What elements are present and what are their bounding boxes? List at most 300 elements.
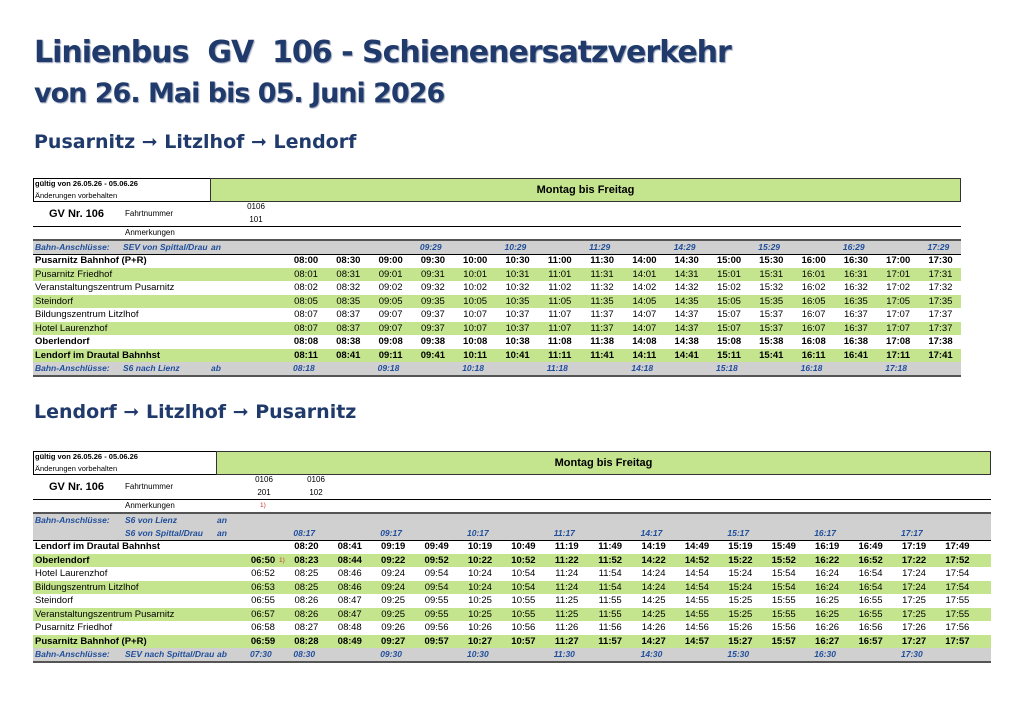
departure-time: 10:56 [511,622,536,633]
departure-time: 10:37 [505,309,530,320]
departure-time: 11:49 [598,541,623,552]
departure-time: 08:07 [294,309,318,320]
stop-name: Pusarnitz Bahnhof (P+R) [35,635,147,647]
departure-time: 16:52 [858,554,883,566]
departure-time: 15:55 [771,595,796,606]
departure-time: 11:08 [547,336,572,347]
departure-time: 10:07 [463,322,488,334]
departure-time: 17:27 [901,635,927,647]
connection-time: 17:29 [927,242,950,252]
departure-time: 16:25 [815,608,840,620]
departure-time: 17:07 [886,322,911,334]
connection-code: an [217,515,227,525]
departure-time: 14:52 [684,554,710,566]
departure-time: 10:37 [505,322,530,334]
departure-time: 15:37 [759,322,784,334]
departure-time: 14:05 [632,295,657,307]
departure-time: 09:08 [378,336,403,347]
departure-time: 11:07 [548,309,572,320]
departure-time: 15:07 [717,309,741,320]
departure-time: 14:08 [632,336,657,347]
stop-name: Bildungszentrum Litzlhof [35,581,139,593]
connection-time: 16:17 [814,528,836,538]
departure-time: 06:57 [251,608,275,620]
departure-time: 09:30 [420,255,446,266]
stop-row [33,608,991,622]
departure-time: 17:02 [886,282,911,293]
departure-time: 17:54 [945,581,970,593]
connection-time: 16:30 [814,649,836,659]
departure-time: 09:35 [421,295,445,307]
departure-time: 11:31 [590,268,614,280]
connection-time: 16:18 [800,363,823,373]
connection-time: 07:30 [250,649,272,659]
stop-name: Steindorf [35,295,74,307]
departure-time: 16:37 [844,322,868,334]
departure-time: 16:32 [844,282,868,293]
departure-time: 15:30 [759,255,784,266]
stop-row [33,295,961,309]
departure-time: 10:25 [468,608,492,620]
trip-number-top: 0106 [247,202,265,211]
departure-time: 09:56 [424,622,449,633]
stop-row [33,281,961,295]
connection-label: Bahn-Anschlüsse: [35,515,110,525]
departure-time: 10:11 [463,349,488,361]
departure-time: 16:41 [843,349,869,361]
departure-time: 16:35 [844,295,868,307]
connection-time: 15:29 [758,242,781,252]
stop-name: Hotel Laurenzhof [35,568,108,579]
departure-time: 09:41 [420,349,446,361]
departure-time: 16:54 [858,568,883,579]
connection-time: 11:17 [553,528,575,538]
departure-time: 09:07 [378,309,403,320]
departure-time: 08:30 [336,255,361,266]
departure-time: 11:22 [554,554,579,566]
departure-time: 10:54 [511,568,536,579]
departure-time: 09:52 [424,554,449,566]
departure-time: 14:25 [641,595,666,606]
departure-time: 08:25 [294,581,319,593]
departure-time: 08:35 [336,295,361,307]
day-label: Montag bis Freitag [210,178,961,202]
departure-time: 09:05 [378,295,403,307]
departure-time: 15:19 [728,541,753,552]
departure-time: 15:52 [771,554,796,566]
connection-time: 11:18 [546,363,568,373]
departure-time: 11:57 [598,635,623,647]
departure-time: 10:57 [511,635,536,647]
departure-time: 08:00 [293,255,319,266]
stop-row [33,540,991,554]
departure-time: 11:35 [590,295,614,307]
departure-time: 11:02 [548,282,572,293]
departure-time: 09:25 [381,595,406,606]
departure-time: 15:54 [771,581,796,593]
departure-time: 17:41 [928,349,953,361]
departure-time: 16:00 [801,255,826,266]
departure-time: 10:19 [467,541,493,552]
stop-row [33,581,991,595]
departure-time: 17:55 [945,595,970,606]
departure-time: 10:08 [463,336,488,347]
departure-time: 09:11 [378,349,403,361]
departure-time: 11:54 [598,581,622,593]
stop-row [33,322,961,336]
connection-time: 15:17 [727,528,750,538]
trip-number-bottom: 201 [257,488,271,497]
departure-time: 14:56 [685,622,709,633]
departure-time: 10:31 [505,268,530,280]
stop-row [33,268,961,282]
departure-time: 10:35 [505,295,530,307]
departure-time: 08:05 [294,295,318,307]
fahrtnummer-label: Fahrtnummer [125,209,174,218]
departure-time: 10:24 [468,581,492,593]
gv-number: GV Nr. 106 [49,208,105,220]
connection-time: 09:17 [380,528,402,538]
departure-time: 17:54 [945,568,970,579]
departure-time: 08:11 [294,349,318,361]
departure-time: 09:00 [378,255,403,266]
departure-time: 09:37 [421,322,445,334]
departure-time: 10:55 [511,608,536,620]
connection-time: 08:30 [293,649,316,659]
departure-time: 15:54 [771,568,796,579]
departure-time: 14:07 [632,322,657,334]
departure-time: 08:47 [337,608,362,620]
departure-time: 14:37 [674,309,699,320]
stop-row [33,635,991,649]
departure-time: 08:07 [294,322,318,334]
departure-time: 10:55 [511,595,536,606]
connection-row-departure [33,648,991,661]
departure-time: 11:27 [554,635,579,647]
connection-label: Bahn-Anschlüsse: [35,363,110,373]
departure-time: 11:54 [598,568,622,579]
departure-time: 15:37 [759,309,784,320]
departure-time: 09:32 [421,282,445,293]
departure-time: 08:01 [294,268,318,280]
departure-time: 14:19 [641,541,666,552]
stop-row [33,335,961,349]
departure-time: 14:55 [685,595,709,606]
departure-time: 16:08 [801,336,826,347]
timetable-lendorf-pusarnitz [33,451,991,667]
departure-time: 14:26 [641,622,666,633]
departure-time: 17:08 [886,336,911,347]
connection-time: 14:30 [640,649,663,659]
departure-time: 14:02 [632,282,657,293]
departure-time: 14:35 [674,295,699,307]
departure-time: 10:00 [463,255,488,266]
table-bottom-line [33,375,961,377]
departure-time: 09:22 [381,554,406,566]
header-mid-line [33,474,216,475]
departure-time: 15:25 [728,595,753,606]
departure-time: 16:55 [858,608,883,620]
departure-time: 08:28 [294,635,319,647]
departure-time: 15:31 [759,268,784,280]
departure-time: 17:07 [886,309,911,320]
departure-time: 15:32 [759,282,784,293]
departure-time: 08:02 [294,282,318,293]
departure-time: 15:56 [771,622,796,633]
departure-time: 16:31 [844,268,868,280]
departure-time: 08:38 [336,336,361,347]
departure-time: 09:55 [424,608,449,620]
stop-name: Oberlendorf [35,554,90,566]
route-title-1: Pusarnitz ➞ Litzlhof ➞ Lendorf [34,131,357,153]
connection-row-departure [33,362,961,375]
departure-time: 17:56 [945,622,970,633]
departure-time: 17:55 [945,608,970,620]
departure-time: 08:25 [294,568,319,579]
header-top-line [33,451,216,452]
departure-time: 16:07 [801,309,826,320]
departure-time: 11:32 [590,282,614,293]
departure-time: 09:26 [381,622,406,633]
departure-time: 15:38 [759,336,784,347]
departure-time: 10:41 [505,349,530,361]
stop-name: Pusarnitz Friedhof [35,268,113,280]
departure-time: 09:24 [381,568,406,579]
departure-time: 10:30 [505,255,530,266]
departure-time: 14:00 [632,255,657,266]
stop-row [33,254,961,268]
page-subtitle: von 26. Mai bis 05. Juni 2026 [34,78,445,109]
departure-time: 09:02 [378,282,403,293]
departure-time: 17:24 [902,581,926,593]
departure-time: 17:00 [886,255,911,266]
changes-note: Änderungen vorbehalten [35,191,118,200]
departure-time: 11:07 [548,322,572,334]
departure-time: 16:56 [858,622,883,633]
departure-time: 11:05 [548,295,572,307]
remark-marker: 1) [260,502,266,509]
connection-time: 09:29 [419,242,442,252]
departure-time: 09:07 [378,322,403,334]
connection-code: ab [211,363,221,373]
departure-time: 11:38 [590,336,614,347]
connection-row-arrival [33,241,961,254]
departure-time: 06:52 [251,568,275,579]
connection-destination: S6 nach Lienz [123,363,180,373]
connection-time: 17:17 [901,528,923,538]
departure-time: 15:07 [717,322,741,334]
connection-time: 08:17 [293,528,316,538]
connection-time: 08:18 [293,363,315,373]
departure-time: 14:22 [641,554,666,566]
departure-time: 11:55 [598,595,622,606]
departure-time: 08:44 [337,554,362,566]
departure-time: 17:26 [902,622,926,633]
departure-time: 08:08 [293,336,319,347]
departure-time: 17:11 [886,349,911,361]
departure-time: 16:38 [843,336,869,347]
connection-time: 14:17 [640,528,663,538]
departure-time: 11:01 [548,268,572,280]
departure-time: 08:32 [336,282,361,293]
departure-time: 06:53 [251,581,275,593]
departure-time: 08:47 [337,595,362,606]
departure-time: 08:49 [337,635,362,647]
departure-time: 11:24 [555,568,579,579]
departure-time: 17:22 [901,554,927,566]
departure-time: 15:55 [771,608,796,620]
departure-time: 09:27 [381,635,406,647]
departure-time: 09:38 [420,336,446,347]
route-title-2: Lendorf ➞ Litzlhof ➞ Pusarnitz [34,401,357,423]
connection-time: 14:29 [673,242,696,252]
departure-time: 14:54 [685,581,709,593]
connection-time: 17:30 [901,649,923,659]
departure-time: 14:11 [632,349,657,361]
departure-time: 16:01 [801,268,826,280]
departure-time: 16:11 [801,349,826,361]
departure-time: 17:19 [901,541,927,552]
departure-time: 08:41 [337,541,362,552]
connection-time: 17:18 [885,363,907,373]
departure-time: 14:25 [641,608,666,620]
stop-name: Steindorf [35,595,74,606]
departure-time: 08:37 [336,322,361,334]
gv-row-line [33,499,991,500]
stop-name: Hotel Laurenzhof [35,322,108,334]
departure-time: 15:27 [728,635,753,647]
connection-destination: SEV nach Spittal/Drau [125,649,215,659]
departure-time: 16:30 [843,255,869,266]
stop-row [33,621,991,635]
departure-time: 14:30 [674,255,699,266]
departure-time: 08:31 [336,268,361,280]
departure-time: 15:49 [771,541,796,552]
departure-time: 09:24 [381,581,406,593]
stop-row [33,349,961,363]
departure-time: 11:25 [555,595,579,606]
departure-time: 11:25 [555,608,579,620]
stop-name: Lendorf im Drautal Bahnhst [35,349,161,361]
departure-time: 11:56 [598,622,622,633]
departure-time: 14:24 [641,568,666,579]
changes-note: Änderungen vorbehalten [35,464,118,473]
departure-time: 09:54 [424,581,449,593]
connection-time: 14:18 [631,363,654,373]
departure-time: 17:52 [945,554,970,566]
departure-time: 11:52 [598,554,623,566]
departure-time: 16:57 [858,635,883,647]
departure-time: 08:27 [294,622,319,633]
departure-time: 11:30 [590,255,614,266]
departure-time: 16:54 [858,581,883,593]
departure-time: 14:37 [674,322,699,334]
connection-destination: S6 von Lienz [125,515,177,525]
departure-time: 09:01 [378,268,403,280]
stop-row [33,308,961,322]
departure-time: 16:55 [858,595,883,606]
departure-time: 10:02 [463,282,488,293]
departure-time: 11:00 [547,255,572,266]
departure-time: 15:11 [717,349,741,361]
departure-time: 10:27 [467,635,493,647]
departure-time: 14:49 [684,541,710,552]
departure-time: 16:05 [801,295,826,307]
day-label: Montag bis Freitag [216,451,991,475]
departure-time: 10:52 [511,554,536,566]
departure-time: 11:26 [555,622,579,633]
connection-time: 16:29 [842,242,865,252]
departure-time: 17:25 [902,608,926,620]
stop-row [33,594,991,608]
departure-time: 06:55 [251,595,275,606]
fahrtnummer-label: Fahrtnummer [125,482,174,491]
anmerkungen-label: Anmerkungen [125,228,175,237]
stop-name: Oberlendorf [35,336,90,347]
departure-time: 16:22 [815,554,840,566]
departure-time: 15:00 [716,255,742,266]
departure-time: 15:24 [728,581,753,593]
departure-time: 16:02 [801,282,826,293]
connection-row-arrival-2 [33,527,991,540]
connection-destination: S6 von Spittal/Drau [125,528,203,538]
departure-time: 08:48 [337,622,362,633]
stop-name: Pusarnitz Bahnhof (P+R) [35,255,147,266]
departure-time: 14:07 [632,309,657,320]
anmerkungen-label: Anmerkungen [125,501,175,510]
connection-time: 10:17 [467,528,489,538]
departure-time: 15:41 [759,349,784,361]
departure-time: 17:30 [928,255,953,266]
connection-code: an [217,528,227,538]
departure-time: 16:37 [844,309,868,320]
departure-time: 10:22 [467,554,493,566]
trip-number-top: 0106 [307,475,325,484]
departure-time: 17:01 [886,268,911,280]
validity-note: gültig von 26.05.26 - 05.06.26 [35,179,138,188]
departure-time: 17:37 [928,322,953,334]
stop-name: Lendorf im Drautal Bahnhst [35,541,161,552]
departure-time: 11:41 [590,349,614,361]
stop-row [33,567,991,581]
departure-time: 09:31 [421,268,445,280]
header-left-border [33,451,34,475]
connection-time: 09:18 [377,363,400,373]
departure-time: 08:20 [294,541,319,552]
departure-time: 09:57 [424,635,449,647]
departure-time: 10:01 [463,268,488,280]
departure-time: 09:54 [424,568,449,579]
trip-number-bottom: 101 [249,215,263,224]
gv-number: GV Nr. 106 [49,481,105,493]
departure-time: 17:38 [928,336,953,347]
departure-time: 17:24 [902,568,926,579]
departure-time: 10:24 [468,568,492,579]
departure-time: 16:25 [815,595,840,606]
departure-time: 17:25 [902,595,926,606]
departure-time: 09:25 [381,608,406,620]
departure-time: 09:19 [381,541,406,552]
trip-number-top: 0106 [255,475,273,484]
departure-time: 08:46 [337,581,362,593]
departure-time: 14:01 [632,268,657,280]
departure-time: 17:35 [928,295,953,307]
departure-time: 16:24 [815,581,840,593]
departure-time: 14:38 [674,336,699,347]
departure-time: 10:07 [463,309,488,320]
stop-name: Pusarnitz Friedhof [35,622,113,633]
departure-time: 14:41 [674,349,699,361]
